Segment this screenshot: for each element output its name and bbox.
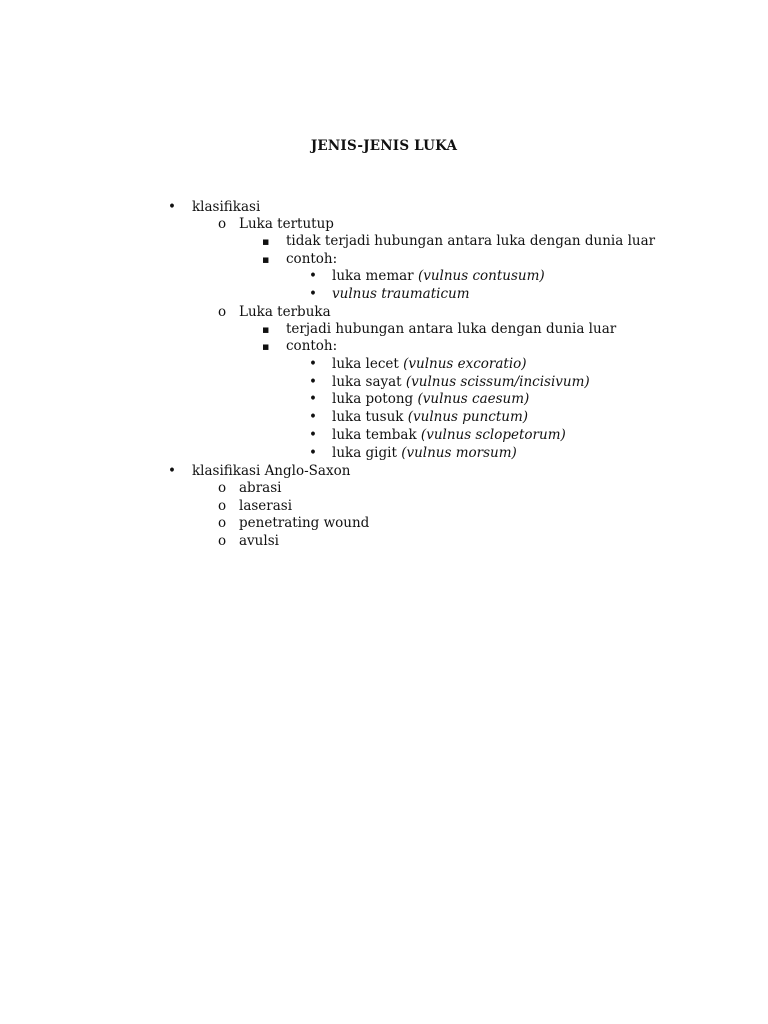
list-item-text: contoh: <box>286 338 338 354</box>
square-bullet-icon <box>262 250 269 269</box>
list-item-text: terjadi hubungan antara luka dengan dunia luar <box>286 321 617 337</box>
circle-bullet-icon <box>218 303 226 321</box>
bullet-icon <box>309 355 317 373</box>
page-title: JENIS-JENIS LUKA <box>310 138 458 154</box>
bullet-icon <box>168 462 176 480</box>
list-item-text: Luka tertutup <box>239 216 334 232</box>
bullet-icon <box>309 373 317 391</box>
square-bullet-icon <box>262 232 269 251</box>
bullet-icon <box>309 267 317 285</box>
bullet-icon <box>309 285 317 303</box>
list-item-text: Luka terbuka <box>239 304 331 320</box>
list-item-text: luka lecet (vulnus excoratio) <box>332 356 527 372</box>
circle-bullet-icon <box>218 532 226 550</box>
list-item-text: luka potong (vulnus caesum) <box>332 391 530 407</box>
bullet-icon <box>309 390 317 408</box>
list-item-text: laserasi <box>239 498 293 514</box>
list-item-text: luka gigit (vulnus morsum) <box>332 445 517 461</box>
circle-bullet-icon <box>218 215 226 233</box>
bullet-icon <box>168 198 176 216</box>
list-item-text: vulnus traumaticum <box>332 286 470 302</box>
list-item-text: contoh: <box>286 251 338 267</box>
list-item-text: klasifikasi <box>192 199 261 215</box>
square-bullet-icon <box>262 337 269 356</box>
circle-bullet-icon <box>218 497 226 515</box>
bullet-icon <box>309 426 317 444</box>
list-item-text: tidak terjadi hubungan antara luka dengan dunia luar <box>286 233 656 249</box>
list-item-text: abrasi <box>239 480 282 496</box>
list-item-text: avulsi <box>239 533 279 549</box>
list-item-text: klasifikasi Anglo-Saxon <box>192 463 351 479</box>
list-item-text: penetrating wound <box>239 515 370 531</box>
circle-bullet-icon <box>218 479 226 497</box>
list-item-text: luka tusuk (vulnus punctum) <box>332 409 529 425</box>
list-item-text: luka tembak (vulnus sclopetorum) <box>332 427 566 443</box>
bullet-icon <box>309 408 317 426</box>
list-item-text: luka sayat (vulnus scissum/incisivum) <box>332 374 590 390</box>
bullet-icon <box>309 444 317 462</box>
list-item-text: luka memar (vulnus contusum) <box>332 268 545 284</box>
circle-bullet-icon <box>218 514 226 532</box>
